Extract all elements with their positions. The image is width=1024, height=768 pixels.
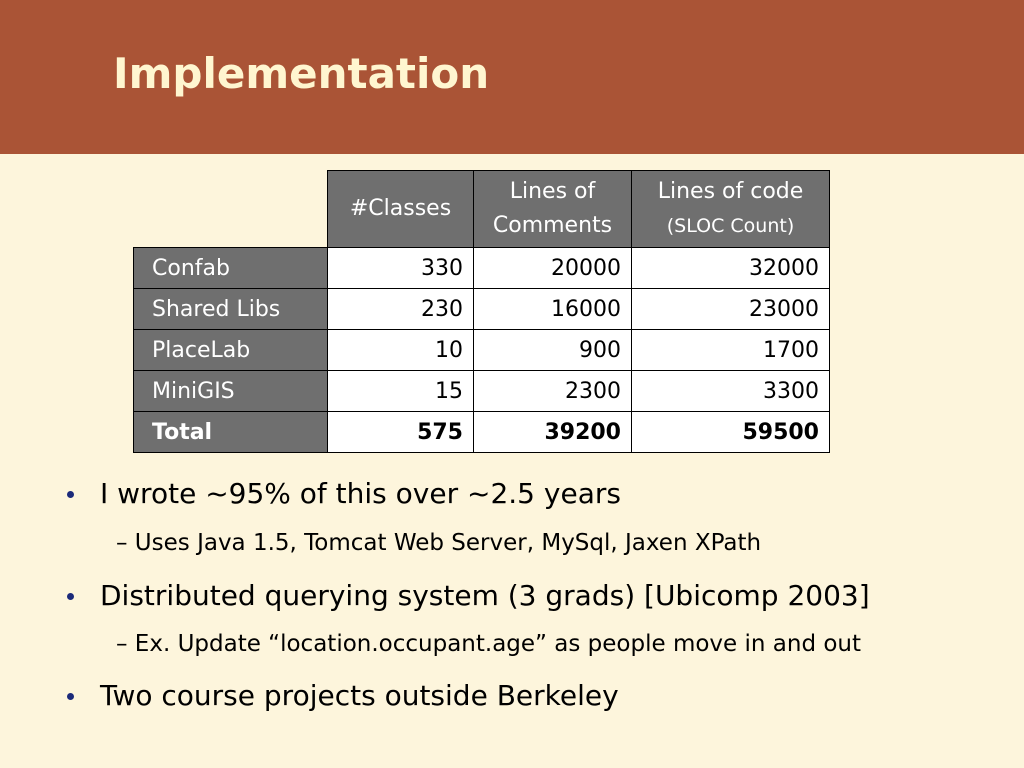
sub-bullet-text: – Ex. Update “location.occupant.age” as people move in and out bbox=[116, 631, 862, 657]
sub-bullet-item bbox=[116, 530, 761, 556]
sub-bullet-text: – Uses Java 1.5, Tomcat Web Server, MySql, Jaxen XPath bbox=[116, 530, 762, 556]
bullet-item bbox=[100, 679, 619, 712]
cell-classes: 330 bbox=[328, 248, 474, 289]
cell-classes: 15 bbox=[328, 371, 474, 412]
cell-comments: 20000 bbox=[474, 248, 632, 289]
table-total-row bbox=[134, 412, 830, 453]
table-row bbox=[134, 289, 830, 330]
bullet-text: I wrote ~95% of this over ~2.5 years bbox=[100, 477, 621, 510]
cell-sloc: 23000 bbox=[632, 289, 830, 330]
bullet-dot-icon bbox=[67, 693, 74, 700]
bullet-item bbox=[100, 579, 870, 612]
bullet-dot-icon bbox=[67, 491, 74, 498]
row-label: PlaceLab bbox=[134, 330, 328, 371]
implementation-table bbox=[133, 170, 830, 453]
cell-classes-total: 575 bbox=[328, 412, 474, 453]
table-header-row bbox=[134, 171, 830, 248]
header-comments-line2: Comments bbox=[492, 213, 613, 238]
table-row bbox=[134, 248, 830, 289]
cell-comments: 900 bbox=[474, 330, 632, 371]
header-classes bbox=[328, 171, 474, 248]
row-label: MiniGIS bbox=[134, 371, 328, 412]
slide-title: Implementation bbox=[113, 49, 490, 98]
bullet-text: Two course projects outside Berkeley bbox=[100, 679, 619, 712]
cell-sloc-total: 59500 bbox=[632, 412, 830, 453]
bullet-dot-icon bbox=[67, 593, 74, 600]
cell-comments: 16000 bbox=[474, 289, 632, 330]
cell-comments-total: 39200 bbox=[474, 412, 632, 453]
bullet-text: Distributed querying system (3 grads) [Ubicomp 2003] bbox=[100, 579, 870, 612]
header-comments-line1: Lines of bbox=[509, 179, 596, 204]
header-comments bbox=[474, 171, 632, 248]
title-bar bbox=[0, 0, 1024, 154]
cell-sloc: 32000 bbox=[632, 248, 830, 289]
cell-comments: 2300 bbox=[474, 371, 632, 412]
sub-bullet-item bbox=[116, 631, 861, 657]
header-sloc-line2: (SLOC Count) bbox=[666, 215, 795, 237]
row-label-total: Total bbox=[134, 412, 328, 453]
row-label: Shared Libs bbox=[134, 289, 328, 330]
bullet-item bbox=[100, 477, 621, 510]
cell-sloc: 3300 bbox=[632, 371, 830, 412]
cell-classes: 230 bbox=[328, 289, 474, 330]
table-row bbox=[134, 371, 830, 412]
cell-classes: 10 bbox=[328, 330, 474, 371]
header-sloc bbox=[632, 171, 830, 248]
header-sloc-line1: Lines of code bbox=[657, 179, 804, 204]
table-corner bbox=[134, 171, 328, 248]
header-classes-label: #Classes bbox=[349, 196, 452, 221]
cell-sloc: 1700 bbox=[632, 330, 830, 371]
row-label: Confab bbox=[134, 248, 328, 289]
table-row bbox=[134, 330, 830, 371]
